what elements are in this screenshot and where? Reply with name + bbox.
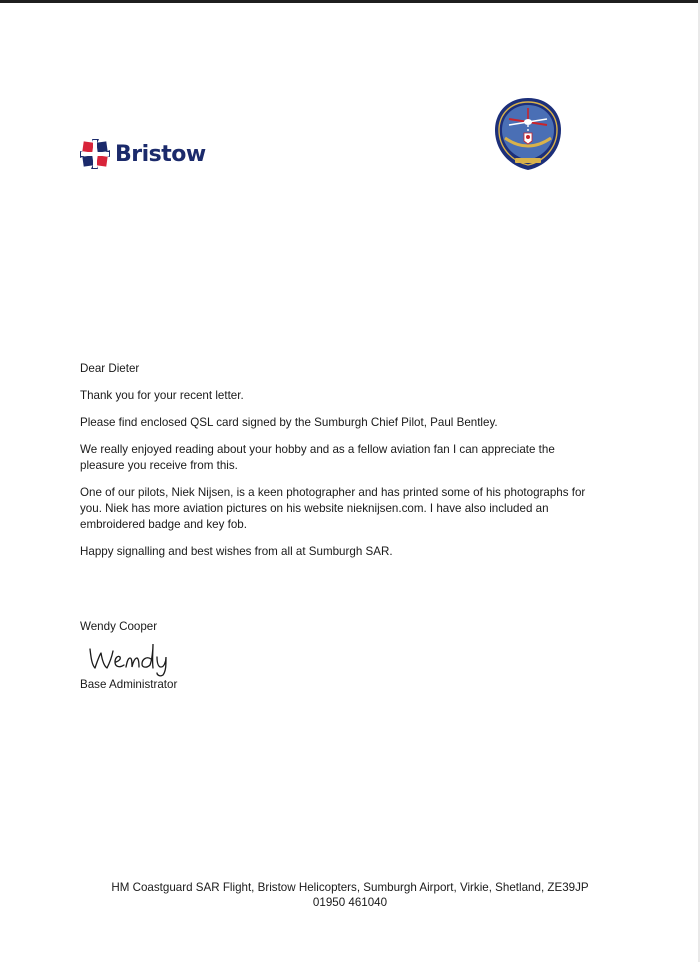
- letter-paragraph: One of our pilots, Niek Nijsen, is a keen photographer and has printed some of his photographs for you. Niek has more aviation pictures on his website nieknijsen.com. I have also included an embroidered badge and key fob.: [80, 486, 586, 531]
- letter-footer: [0, 880, 700, 910]
- signoff-title: Base Administrator: [80, 678, 178, 691]
- letter-paragraph: Thank you for your recent letter.: [80, 389, 244, 402]
- signoff-name: Wendy Cooper: [80, 620, 158, 633]
- letter-paragraph: Please find enclosed QSL card signed by the Sumburgh Chief Pilot, Paul Bentley.: [80, 416, 498, 429]
- scan-edge: [0, 0, 700, 3]
- bristow-flag-icon: [79, 138, 111, 170]
- handwritten-signature: [86, 640, 181, 678]
- letter-body: [80, 361, 600, 571]
- salutation: Dear Dieter: [80, 362, 140, 375]
- letter-paragraph: Happy signalling and best wishes from all at Sumburgh SAR.: [80, 545, 393, 558]
- letter-paragraph: We really enjoyed reading about your hobby and as a fellow aviation fan I can appreciate the pleasure you receive from this.: [80, 443, 555, 472]
- sar-unit-crest: [493, 96, 563, 172]
- footer-phone: 01950 461040: [312, 896, 388, 909]
- footer-address: HM Coastguard SAR Flight, Bristow Helicopters, Sumburgh Airport, Virkie, Shetland, ZE39JP: [111, 881, 589, 894]
- company-wordmark: Bristow: [115, 141, 206, 167]
- bristow-logo: [79, 137, 206, 171]
